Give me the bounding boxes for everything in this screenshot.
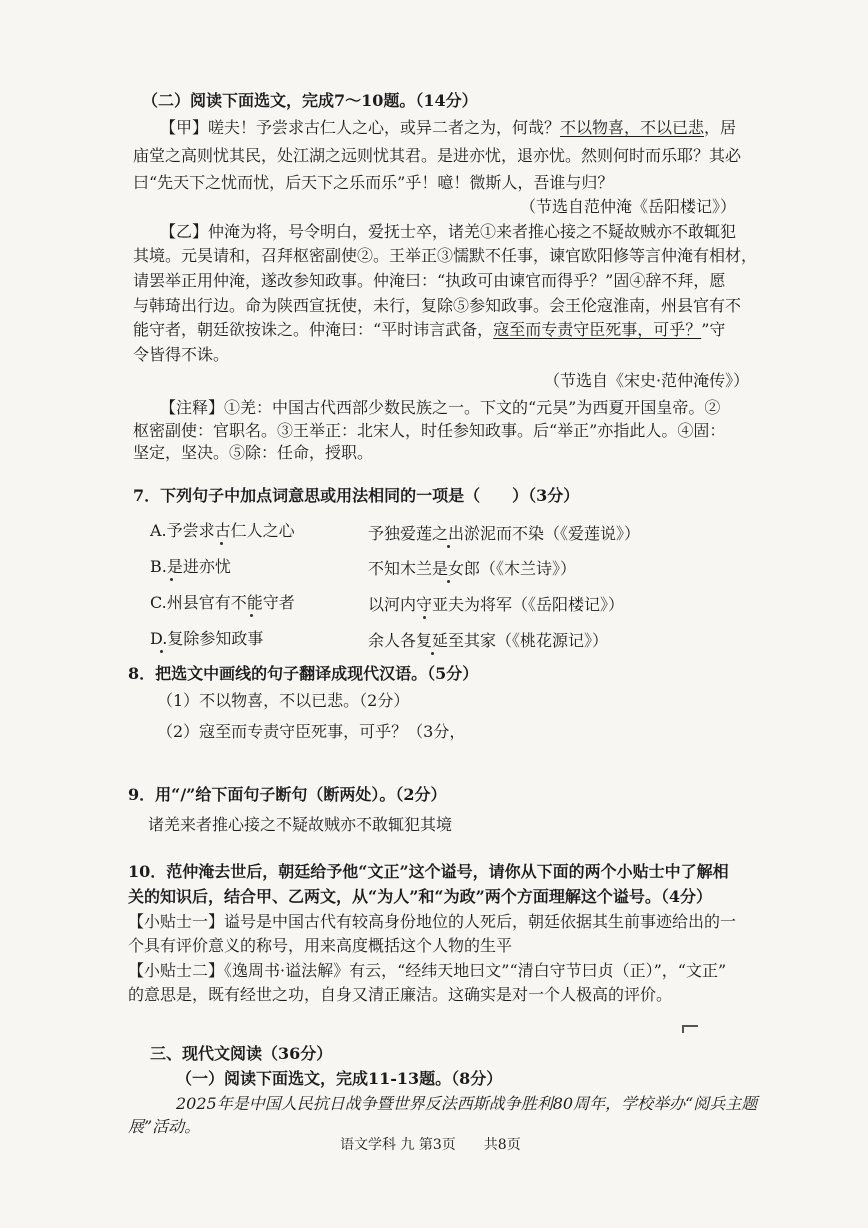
q7-option-b-right: 不知木兰是女郎（《木兰诗》）: [368, 559, 577, 578]
yi-line-6: 令皆得不诛。: [133, 345, 230, 364]
passage-line-1: 2025年是中国人民抗日战争暨世界反法西斯战争胜利80周年，学校举办“阅兵主题: [176, 1094, 758, 1113]
tip-1-line-1: 【小贴士一】谥号是中国古代有较高身份地位的人死后，朝廷依据其生前事迹给出的一: [128, 912, 737, 931]
jia-line-1-end: ，居: [704, 118, 737, 137]
yi-underlined-sentence: 寇至而专责守臣死事，可乎？: [493, 320, 702, 339]
q7-option-c-right: 以河内守亚夫为将军（《岳阳楼记》）: [368, 595, 625, 614]
emphasis-dot: [170, 578, 173, 581]
yi-line-5-end: ”守: [701, 320, 726, 339]
jia-source: （节选自范仲淹《岳阳楼记》）: [520, 197, 737, 216]
notes-line-2: 枢密副使：官职名。③王举正：北宋人，时任参知政事。后“举正”亦指此人。④固：: [133, 421, 726, 440]
jia-line-2: 庙堂之高则忧其民，处江湖之远则忧其君。是进亦忧，退亦忧。然则何时而乐耶？其必: [133, 146, 742, 165]
tip-2-line-2: 的意思是，既有经世之功，自身又清正廉洁。这确实是对一个人极高的评价。: [128, 985, 673, 1004]
section-3-heading: 三、现代文阅读（36分）: [150, 1044, 333, 1063]
emphasis-dot: [447, 545, 450, 548]
emphasis-dot: [160, 650, 163, 653]
q7-option-b-left: B.是进亦忧: [150, 557, 231, 576]
q7-option-a-left: A.予尝求古仁人之心: [150, 521, 295, 540]
q7-option-a-right: 予独爱莲之出淤泥而不染（《爱莲说》）: [368, 524, 641, 543]
section-heading: （二）阅读下面选文，完成7～10题。（14分）: [142, 91, 478, 110]
yi-line-3: 请罢举正用仲淹，遂改参知政事。仲淹曰：“执政可由谏官而得乎？”固④辞不拜，愿: [133, 271, 726, 290]
emphasis-dot: [250, 614, 253, 617]
yi-line-5-text: 能守者，朝廷欲按诛之。仲淹曰：“平时讳言武备，: [133, 320, 494, 339]
q8-sentence-1: （1）不以物喜，不以已悲。（2分）: [157, 691, 410, 710]
q7-option-c-left: C.州县官有不能守者: [150, 593, 295, 612]
pen-mark: [682, 1025, 698, 1033]
q8-sentence-2: （2）寇至而专责守臣死事，可乎？（3分，: [157, 722, 466, 741]
tip-1-line-2: 个具有评价意义的称号，用来高度概括这个人物的生平: [128, 936, 513, 955]
emphasis-dot: [431, 652, 434, 655]
q7-stem: 7．下列句子中加点词意思或用法相同的一项是（ ）（3分）: [133, 486, 580, 505]
tip-2-line-1: 【小贴士二】《逸周书·谥法解》有云，“经纬天地曰文”“清白守节曰贞（正）”，“文正”: [128, 961, 727, 980]
notes-line-1: 【注释】①羌：中国古代西部少数民族之一。下文的“元昊”为西夏开国皇帝。②: [160, 398, 721, 417]
emphasis-dot: [447, 580, 450, 583]
jia-underlined-sentence: 不以物喜，不以已悲: [560, 118, 705, 137]
emphasis-dot: [423, 616, 426, 619]
jia-line-1: [160, 118, 736, 138]
emphasis-dot: [220, 542, 223, 545]
q8-stem: 8．把选文中画线的句子翻译成现代汉语。（5分）: [128, 664, 479, 683]
jia-line-3: 曰“先天下之忧而忧，后天下之乐而乐”乎！噫！微斯人，吾谁与归？: [133, 173, 614, 192]
q10-stem-line-1: 10．范仲淹去世后，朝廷给予他“文正”这个谥号，请你从下面的两个小贴士中了解相: [128, 862, 729, 881]
yi-source: （节选自《宋史·范仲淹传》）: [544, 371, 750, 390]
yi-line-5: [133, 320, 725, 340]
passage-line-2: 展”活动。: [128, 1117, 201, 1136]
yi-line-4: 与韩琦出行边。命为陕西宣抚使，未行，复除⑤参知政事。会王伦寇淮南，州县官有不: [133, 296, 742, 315]
q7-option-d-left: D.复除参知政事: [150, 629, 264, 648]
notes-line-3: 坚定，坚决。⑤除：任命，授职。: [133, 443, 374, 462]
q9-stem: 9．用“/”给下面句子断句（断两处）。（2分）: [128, 785, 447, 804]
page-footer: 语文学科 九 第3页 共8页: [340, 1137, 521, 1153]
yi-line-2: 其境。元昊请和，召拜枢密副使②。王举正③懦默不任事，谏官欧阳修等言仲淹有相材，: [133, 246, 758, 265]
jia-line-1-text: 【甲】嗟夫！予尝求古仁人之心，或异二者之为，何哉？: [160, 118, 561, 137]
q10-stem-line-2: 关的知识后，结合甲、乙两文，从“为人”和“为政”两个方面理解这个谥号。（4分）: [128, 887, 712, 906]
q9-sentence: 诸羌来者推心接之不疑故贼亦不敢辄犯其境: [148, 815, 453, 834]
section-3-subheading: （一）阅读下面选文，完成11-13题。（8分）: [176, 1069, 503, 1088]
yi-line-1: 【乙】仲淹为将，号令明白，爱抚士卒，诸羌①来者推心接之不疑故贼亦不敢辄犯: [160, 222, 737, 241]
q7-option-d-right: 余人各复延至其家（《桃花源记》）: [368, 631, 609, 650]
